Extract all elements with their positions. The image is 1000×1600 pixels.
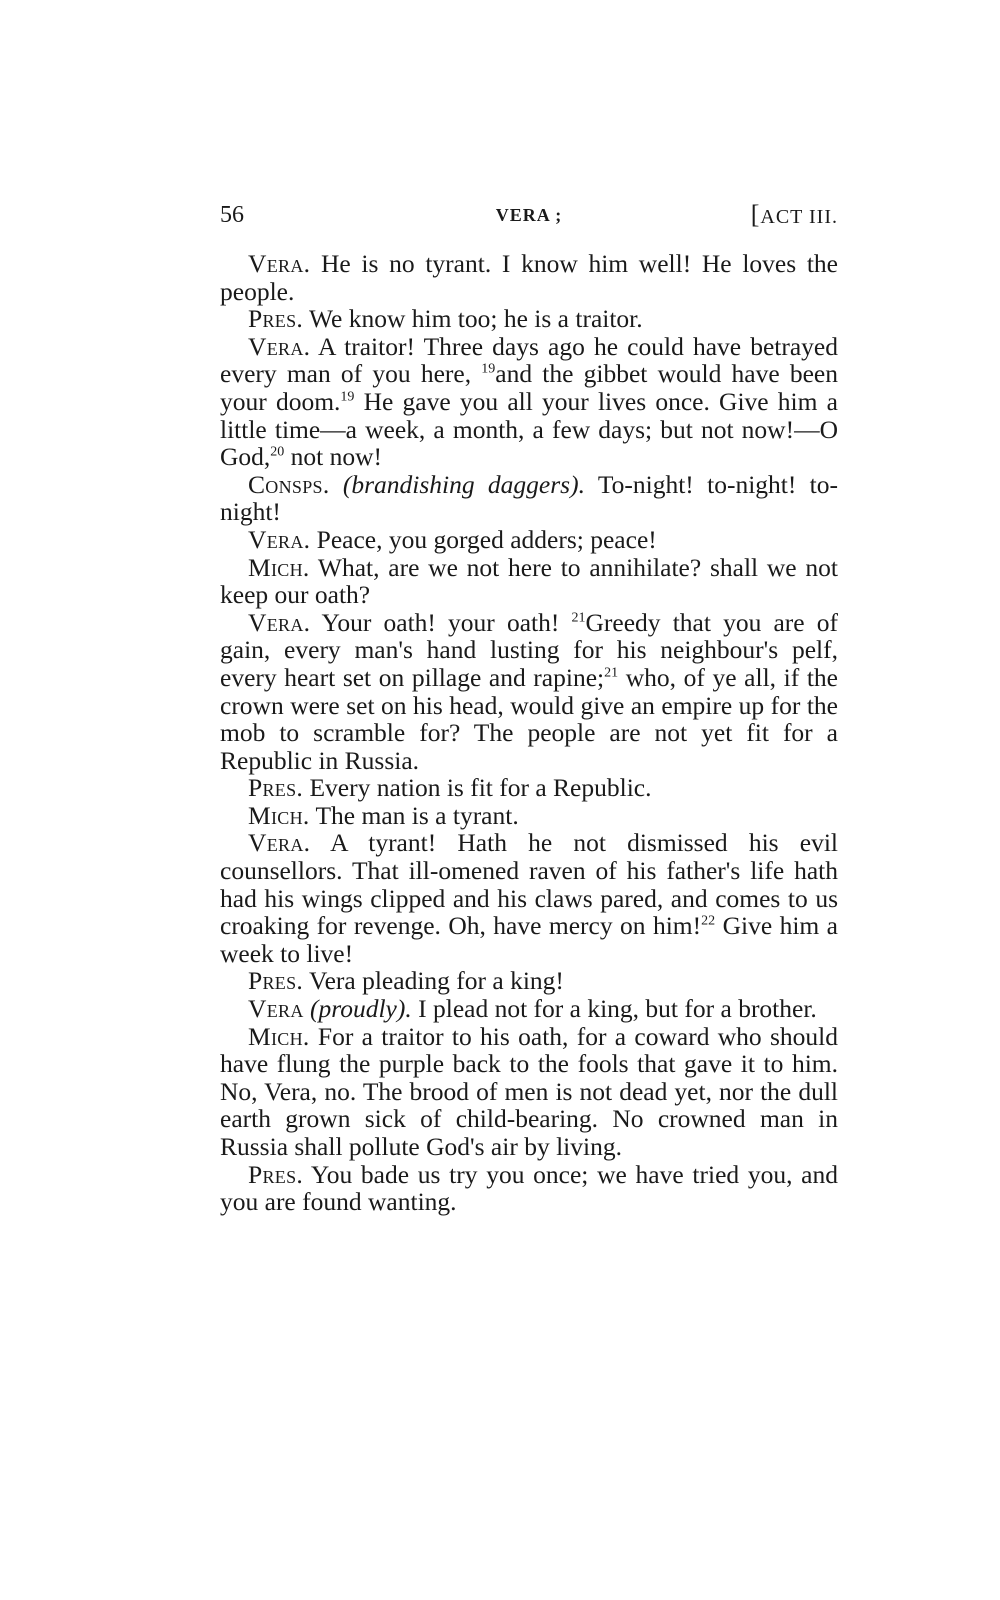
speech (220, 995, 838, 1023)
dialogue-text (220, 250, 838, 1216)
act-bracket: [ (750, 200, 761, 229)
speaker-name: Vera. (248, 331, 311, 361)
speaker-name: Vera. (248, 524, 311, 554)
speaker-name: Pres. (248, 1159, 304, 1189)
speech-text: You bade us try you once; we have tried you, and you are found wanting. (220, 1159, 839, 1217)
speech-text: He is no tyrant. I know him well! He loves the people. (220, 249, 839, 306)
speech-text: who, of ye all, if the crown were set on his head, would give an empire up for the mob to scramble for? The people are not yet fit for a Republic in Russia. (220, 662, 838, 775)
speaker-name: Vera. (248, 607, 311, 637)
note-marker: 19 (340, 389, 355, 405)
speaker-name: Mich. (248, 552, 310, 582)
speech-text: A tyrant! Hath he not dismissed his evil counsellors. That ill-omened raven of his father's life hath had his wings clipped and his claws pared, and comes to us croaking for revenge. Oh, have mercy on him! (220, 828, 838, 941)
speaker-name: Pres. (248, 966, 304, 996)
act-label (751, 198, 838, 234)
note-marker: 20 (270, 444, 285, 460)
speaker-name: Mich. (248, 800, 310, 830)
speaker-name: Vera. (248, 249, 311, 278)
speech (220, 774, 838, 802)
speech (220, 829, 838, 967)
note-marker: 22 (701, 913, 716, 929)
speaker-name: Mich. (248, 1021, 310, 1051)
running-title: VERA ; (495, 205, 563, 225)
speaker-name: Pres. (248, 304, 304, 334)
speech (220, 554, 838, 609)
speech-text: Peace, you gorged adders; peace! (316, 524, 657, 554)
act-text: ACT III. (760, 206, 838, 228)
speaker-name: Vera (248, 994, 304, 1024)
stage-direction: (proudly). (310, 994, 412, 1024)
speech-text: Vera pleading for a king! (309, 966, 564, 996)
running-head (220, 198, 838, 232)
speech (220, 1023, 838, 1161)
speech (220, 250, 838, 305)
speech (220, 526, 838, 554)
speech-text: For a traitor to his oath, for a coward who should have flung the purple back to the fools that gave it to him. No, Vera, no. The brood of men is not dead yet, nor the dull earth grown sick of child-bearing. No crowned man in Russia shall pollute God's air by living. (220, 1021, 839, 1161)
speech-text: He gave you all your lives once. Give him a little time—a week, a month, a few days; but not now!—O God, (220, 386, 839, 472)
speech-text: We know him too; he is a traitor. (309, 304, 643, 334)
speech-text: not now! (290, 442, 383, 472)
speech (220, 802, 838, 830)
speech-text: A traitor! Three days ago he could have betrayed every man of you here, (220, 331, 838, 389)
speech (220, 471, 838, 526)
speech (220, 967, 838, 995)
speech-text: The man is a tyrant. (315, 800, 519, 830)
speech (220, 305, 838, 333)
speech-text: What, are we not here to annihilate? shall we not keep our oath? (220, 552, 838, 610)
speech (220, 609, 838, 775)
speaker-name: Consps. (248, 469, 330, 499)
speech-text: and the gibbet would have been your doom. (220, 359, 839, 416)
speech-text: Every nation is fit for a Republic. (309, 773, 652, 803)
speech (220, 333, 838, 471)
stage-direction: (brandishing daggers). (342, 469, 585, 499)
speech-text: Your oath! your oath! (321, 607, 560, 637)
speaker-name: Vera. (248, 828, 311, 858)
page-number: 56 (220, 202, 244, 228)
note-marker: 19 (481, 361, 496, 377)
speech (220, 1161, 838, 1216)
speech-text: Give him a week to live! (220, 911, 838, 968)
speech-text: To-night! to-night! to-night! (220, 469, 839, 527)
speech-text: Greedy that you are of gain, every man's hand lusting for his neighbour's pelf, every heart set on pillage and rapine; (220, 607, 838, 692)
note-marker: 21 (604, 665, 619, 681)
speech-text: I plead not for a king, but for a brother. (418, 994, 817, 1024)
note-marker: 21 (571, 610, 586, 626)
speaker-name: Pres. (248, 773, 304, 803)
